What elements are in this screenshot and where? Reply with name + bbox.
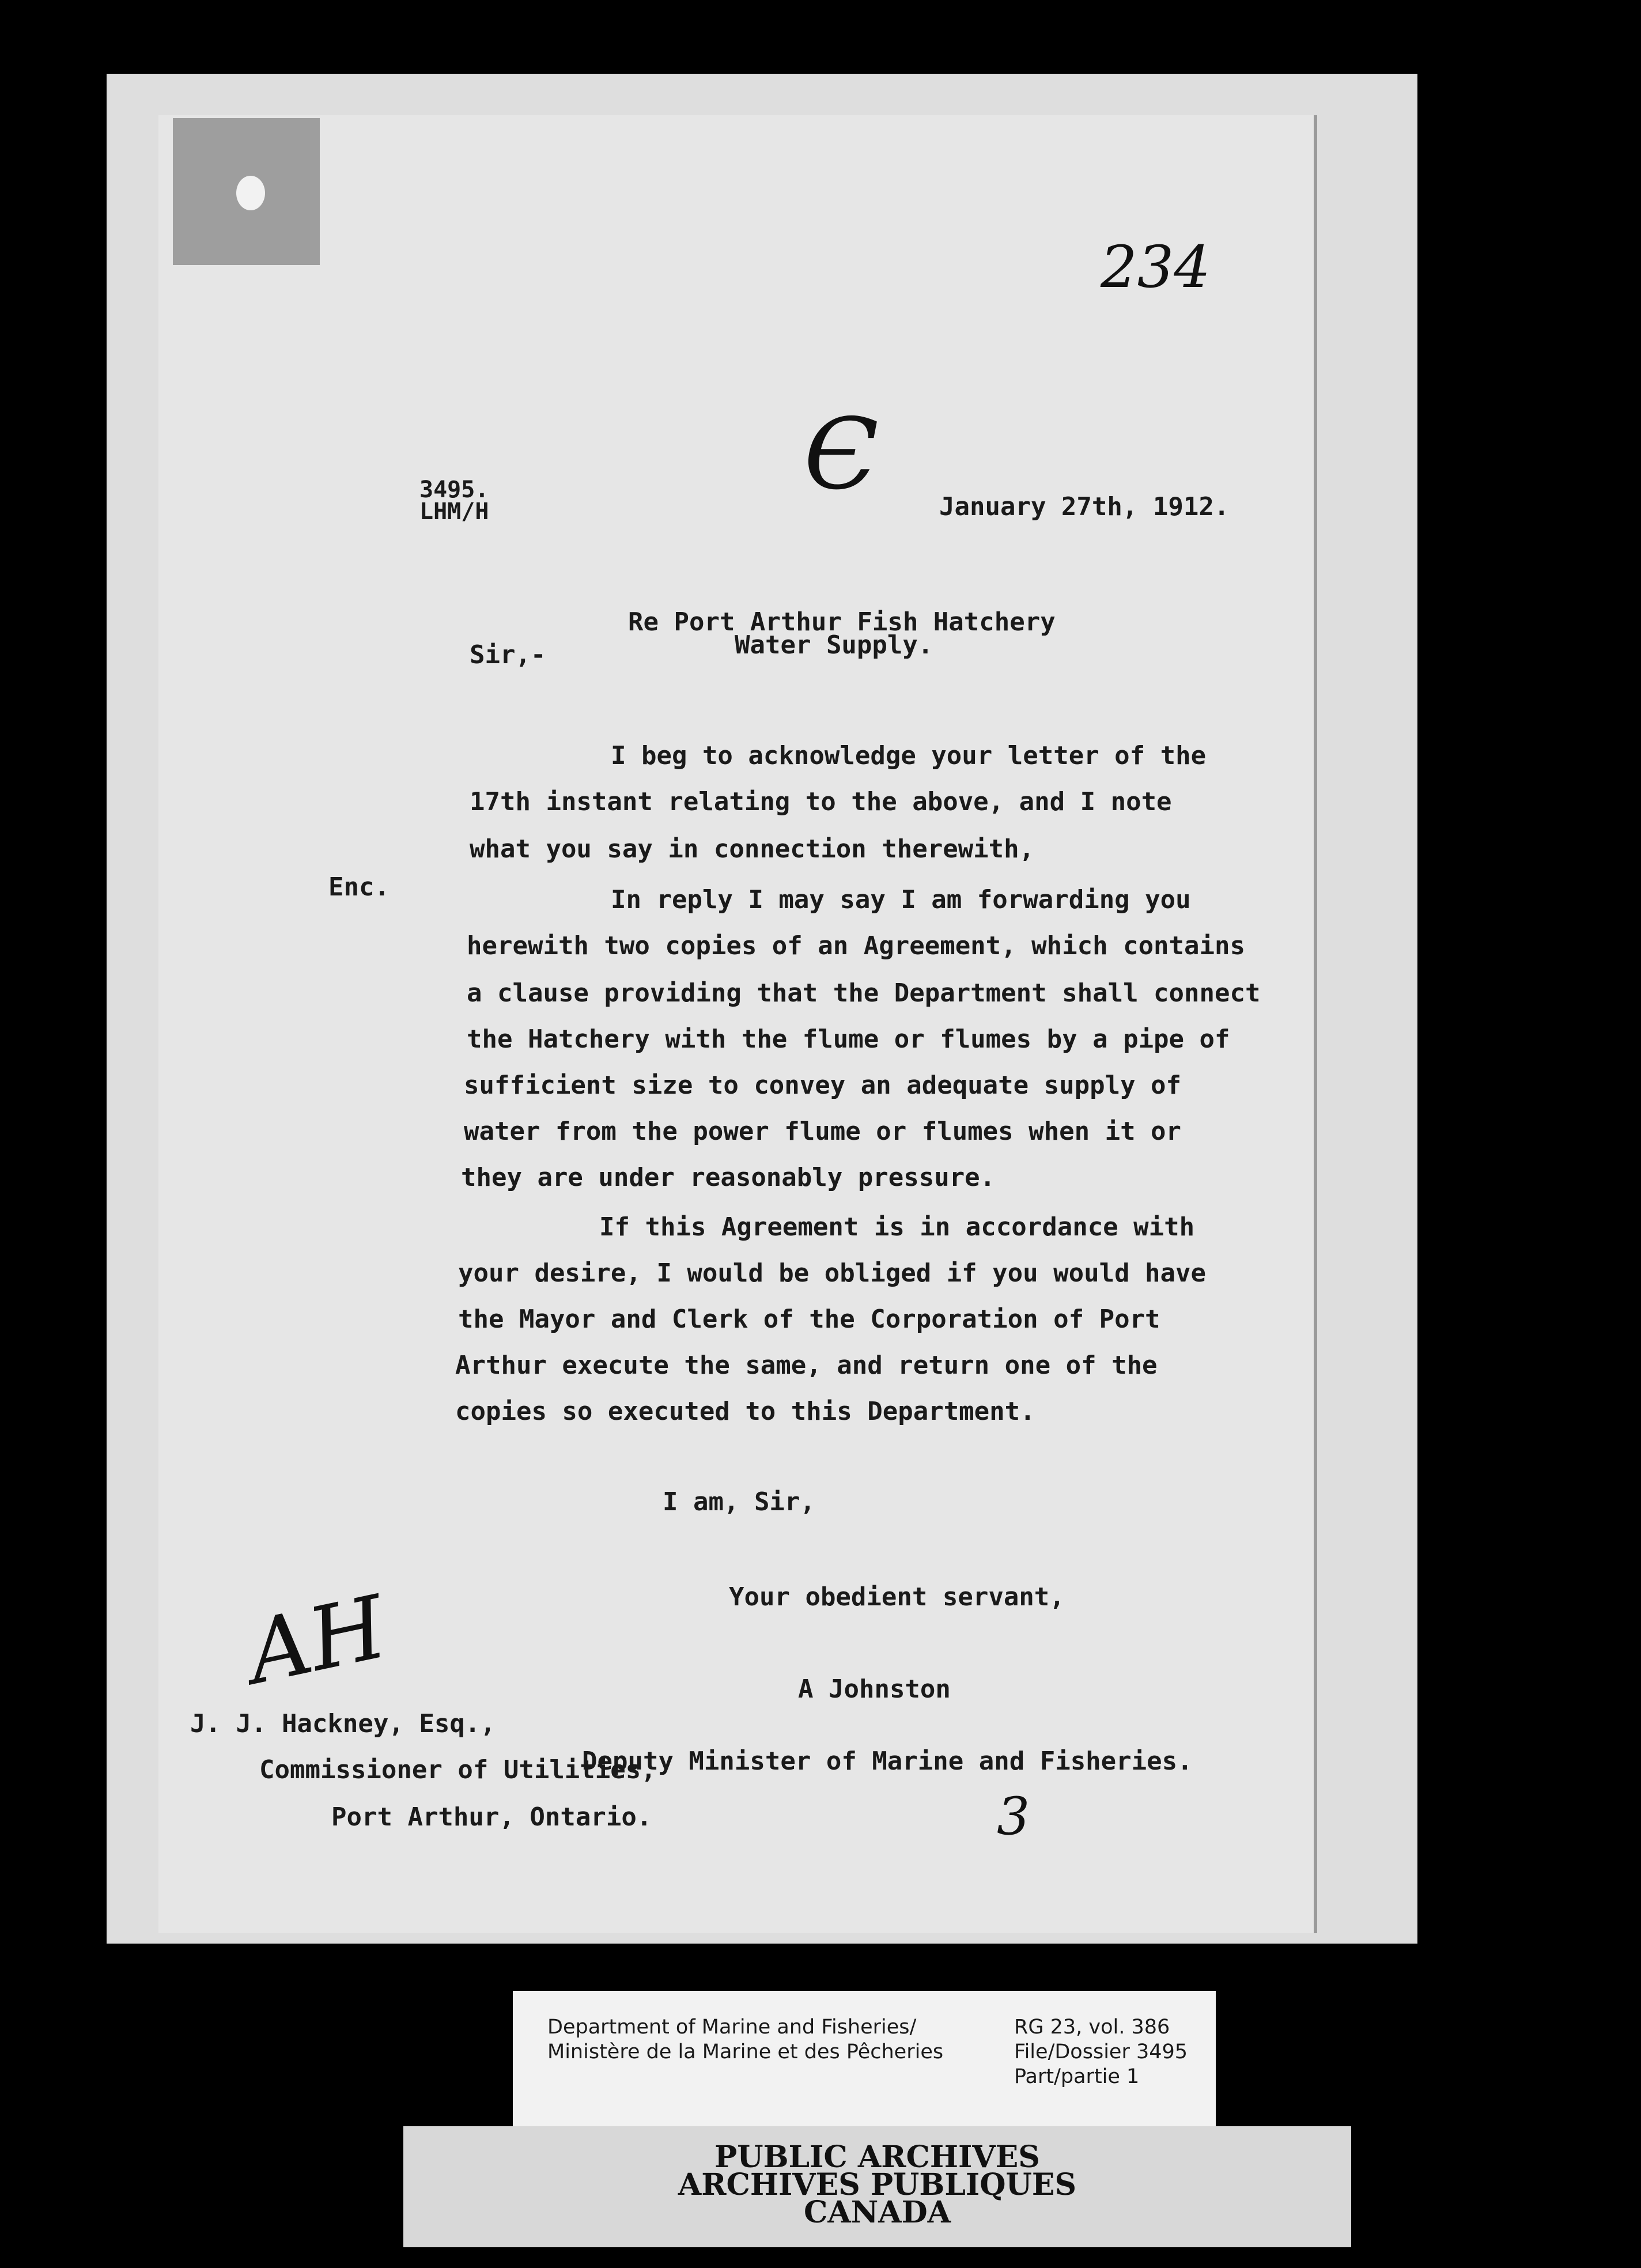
stamp-line-2: ARCHIVES PUBLIQUES: [678, 2167, 1077, 2202]
file-dossier: File/Dossier 3495: [1014, 2040, 1188, 2063]
body-line: I beg to acknowledge your letter of the: [611, 741, 1207, 770]
dept-english: Department of Marine and Fisheries/: [547, 2016, 917, 2039]
body-line: herewith two copies of an Agreement, which contains: [467, 931, 1246, 961]
body-line: If this Agreement is in accordance with: [599, 1212, 1195, 1242]
body-line: sufficient size to convey an adequate supply of: [464, 1071, 1182, 1100]
recipient-address: Port Arthur, Ontario.: [331, 1802, 652, 1832]
archive-label-dept: [547, 2015, 943, 2065]
signatory-title: Deputy Minister of Marine and Fisheries.: [582, 1747, 1193, 1776]
subject-line-2: Water Supply.: [735, 630, 933, 660]
body-line: a clause providing that the Department shall connect: [467, 978, 1261, 1008]
letter-date: January 27th, 1912.: [939, 492, 1230, 521]
archive-label-ref: [1014, 2015, 1188, 2089]
dept-french: Ministère de la Marine et des Pêcheries: [547, 2040, 944, 2063]
handwritten-mark: Є: [804, 398, 879, 512]
body-line: Arthur execute the same, and return one of the: [455, 1351, 1158, 1380]
file-ref-initials: LHM/H: [419, 498, 489, 525]
enclosure-note: Enc.: [328, 872, 390, 902]
punch-hole: [236, 176, 265, 210]
body-line: copies so executed to this Department.: [455, 1397, 1035, 1426]
stamp-line-1: PUBLIC ARCHIVES: [714, 2140, 1040, 2175]
archive-label-card: [513, 1991, 1216, 2126]
recipient-position: Commissioner of Utilities,: [259, 1755, 656, 1785]
archive-stamp-text: [403, 2140, 1351, 2230]
body-line: the Mayor and Clerk of the Corporation of Port: [458, 1305, 1160, 1334]
recipient-name: J. J. Hackney, Esq.,: [190, 1709, 496, 1738]
closing-line: I am, Sir,: [663, 1487, 815, 1517]
record-group: RG 23, vol. 386: [1014, 2016, 1170, 2039]
body-line: the Hatchery with the flume or flumes by a pipe of: [467, 1025, 1230, 1054]
salutation: Sir,-: [470, 640, 546, 670]
body-line: In reply I may say I am forwarding you: [611, 885, 1191, 914]
archive-stamp: [403, 2126, 1351, 2247]
body-line: water from the power flume or flumes when it or: [464, 1117, 1182, 1146]
body-line: what you say in connection therewith,: [470, 834, 1035, 864]
file-ref-number: 3495.: [419, 477, 489, 503]
page-number: 234: [1101, 233, 1211, 301]
stamp-line-3: CANADA: [803, 2195, 951, 2230]
handwritten-initials: AH: [239, 1577, 395, 1704]
signatory-name: A Johnston: [798, 1674, 951, 1704]
body-line: 17th instant relating to the above, and I note: [470, 787, 1172, 817]
part-partie: Part/partie 1: [1014, 2065, 1140, 2088]
body-line: they are under reasonably pressure.: [461, 1163, 996, 1192]
subject-line-1: Re Port Arthur Fish Hatchery: [628, 607, 1056, 637]
footer-mark: 3: [997, 1786, 1030, 1847]
body-line: your desire, I would be obliged if you would have: [458, 1258, 1207, 1288]
closing-servant: Your obedient servant,: [729, 1582, 1065, 1612]
